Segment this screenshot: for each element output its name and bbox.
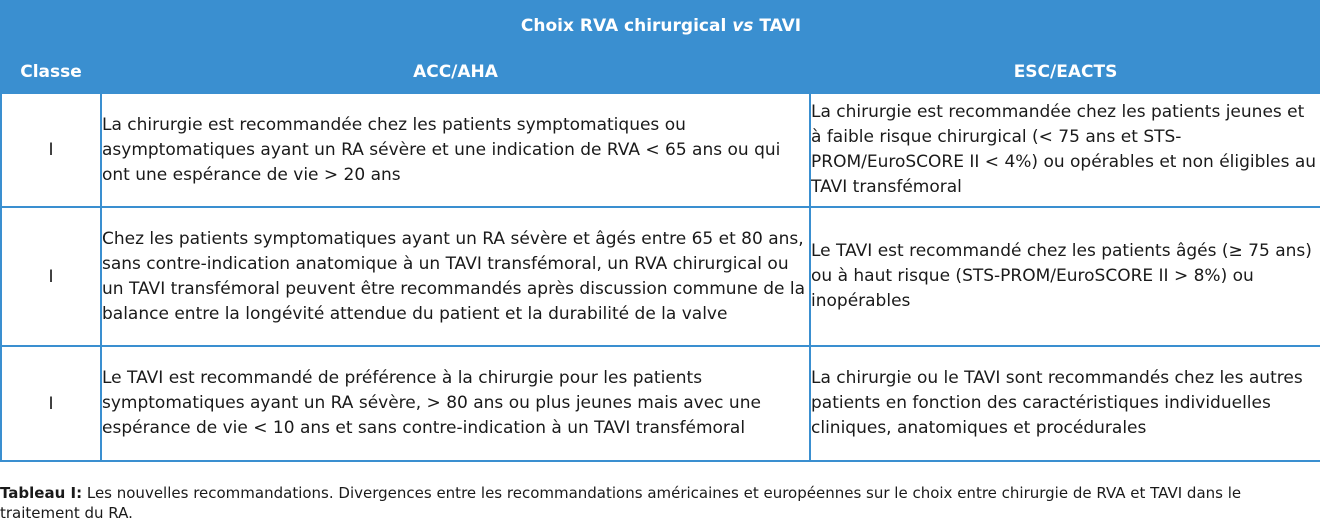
column-header-acc-aha: ACC/AHA — [101, 50, 810, 93]
classe-cell: I — [1, 207, 101, 346]
table-caption — [0, 483, 1320, 523]
esc-eacts-cell: La chirurgie est recommandée chez les patients jeunes et à faible risque chirurgical (< 75 ans et STS-PROM/EuroSCORE II < 4%) ou opérables et non éligibles au TAVI transfémoral — [810, 93, 1320, 207]
acc-aha-cell: Chez les patients symptomatiques ayant un RA sévère et âgés entre 65 et 80 ans, sans contre-indication anatomique à un TAVI transfémoral, un RVA chirurgical ou un TAVI transfémoral peuvent être recommandés après discussion commune de la balance entre la longévité attendue du patient et la durabilité de la valve — [101, 207, 810, 346]
table-row — [1, 346, 1320, 461]
caption-text: Les nouvelles recommandations. Divergences entre les recommandations américaines et européennes sur le choix entre chirurgie de RVA et TAVI dans le traitement du RA. — [0, 484, 1242, 522]
caption-label: Tableau I: — [0, 484, 83, 502]
esc-eacts-cell: Le TAVI est recommandé chez les patients âgés (≥ 75 ans) ou à haut risque (STS-PROM/EuroSCORE II > 8%) ou inopérables — [810, 207, 1320, 346]
table-row — [1, 93, 1320, 207]
table-title: Choix RVA chirurgical vs TAVI — [1, 1, 1320, 50]
classe-cell: I — [1, 93, 101, 207]
acc-aha-cell: Le TAVI est recommandé de préférence à la chirurgie pour les patients symptomatiques ayant un RA sévère, > 80 ans ou plus jeunes mais avec une espérance de vie < 10 ans et sans contre-indication à un TAVI transfémoral — [101, 346, 810, 461]
classe-cell: I — [1, 346, 101, 461]
table-title-row — [1, 1, 1320, 50]
table-row — [1, 207, 1320, 346]
column-header-classe: Classe — [1, 50, 101, 93]
table-header-row — [1, 50, 1320, 93]
acc-aha-cell: La chirurgie est recommandée chez les patients symptomatiques ou asymptomatiques ayant un RA sévère et une indication de RVA < 65 ans ou qui ont une espérance de vie > 20 ans — [101, 93, 810, 207]
column-header-esc-eacts: ESC/EACTS — [810, 50, 1320, 93]
esc-eacts-cell: La chirurgie ou le TAVI sont recommandés chez les autres patients en fonction des caractéristiques individuelles cliniques, anatomiques et procédurales — [810, 346, 1320, 461]
